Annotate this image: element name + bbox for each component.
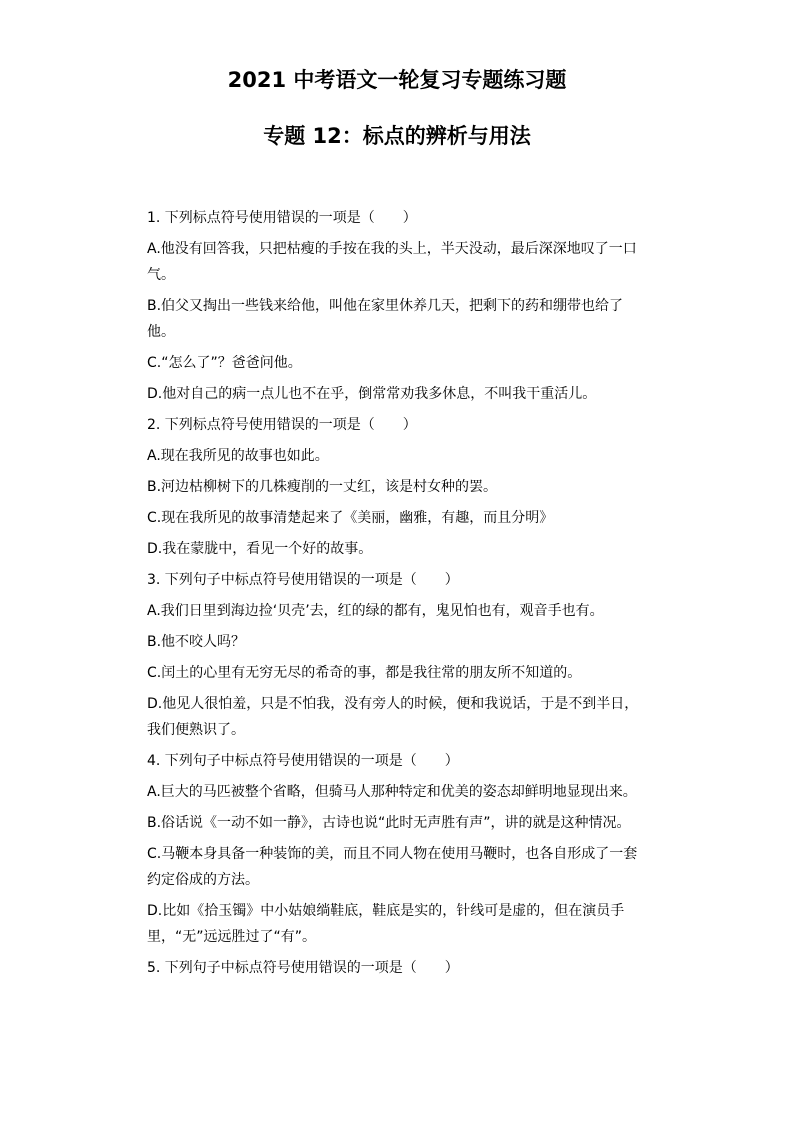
question-option: A.现在我所见的故事也如此。: [147, 448, 329, 464]
question-option: D.他见人很怕羞，只是不怕我，没有旁人的时候，便和我说话，于是不到半日，我们便熟识了。: [147, 696, 639, 738]
question-option: B.河边枯柳树下的几株瘦削的一丈红，该是村女种的罢。: [147, 479, 498, 495]
question-option: C.闰土的心里有无穷无尽的希奇的事，都是我往常的朋友所不知道的。: [147, 665, 582, 681]
question-option: B.俗话说《一动不如一静》，古诗也说“此时无声胜有声”，讲的就是这种情况。: [147, 815, 631, 831]
question-option: C.“怎么了”？爸爸问他。: [147, 355, 302, 371]
question-option: D.比如《拾玉镯》中小姑娘绱鞋底，鞋底是实的，针线可是虚的，但在演员手里，“无”远远胜过了“有”。: [147, 903, 625, 945]
question-stem: 4. 下列句子中标点符号使用错误的一项是（ ）: [147, 753, 459, 769]
document-title: 2021 中考语文一轮复习专题练习题: [227, 68, 567, 92]
question-option: B.伯父又掏出一些钱来给他，叫他在家里休养几天，把剩下的药和绷带也给了他。: [147, 298, 624, 340]
question-list: [147, 205, 647, 986]
question-option: A.巨大的马匹被整个省略，但骑马人那种特定和优美的姿态却鲜明地显现出来。: [147, 784, 637, 800]
question-stem: 3. 下列句子中标点符号使用错误的一项是（ ）: [147, 572, 459, 588]
question-option: A.他没有回答我，只把枯瘦的手按在我的头上，半天没动，最后深深地叹了一口气。: [147, 241, 637, 283]
question-option: D.他对自己的病一点儿也不在乎，倒常常劝我多休息，不叫我干重活儿。: [147, 386, 597, 402]
question-stem: 5. 下列句子中标点符号使用错误的一项是（ ）: [147, 960, 459, 976]
question-stem: 1. 下列标点符号使用错误的一项是（ ）: [147, 210, 417, 226]
question-option: A.我们日里到海边捡‘贝壳’去，红的绿的都有，鬼见怕也有，观音手也有。: [147, 603, 604, 619]
question-option: B.他不咬人吗？: [147, 634, 246, 650]
question-stem: 2. 下列标点符号使用错误的一项是（ ）: [147, 417, 417, 433]
question-option: D.我在蒙胧中，看见一个好的故事。: [147, 541, 373, 557]
question-option: C.现在我所见的故事清楚起来了《美丽，幽雅，有趣，而且分明》: [147, 510, 554, 526]
question-option: C.马鞭本身具备一种装饰的美，而且不同人物在使用马鞭时，也各自形成了一套约定俗成的方法。: [147, 846, 638, 888]
document-subtitle: 专题 12：标点的辨析与用法: [263, 124, 531, 148]
